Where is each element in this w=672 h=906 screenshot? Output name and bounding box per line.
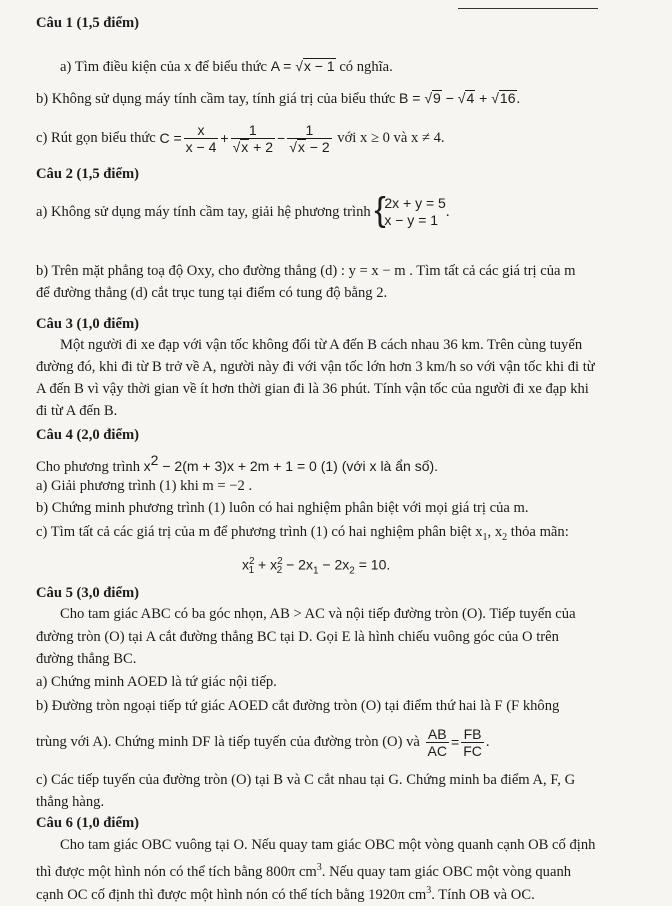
q6-line1: Cho tam giác OBC vuông tại O. Nếu quay tam giác OBC một vòng quanh cạnh OB cố định bbox=[60, 837, 596, 853]
q3-line2: đường đó, khi đi từ B trở về A, người này đi với vận tốc lớn hơn 3 km/h so với vận tốc khi đi từ bbox=[36, 359, 595, 375]
q1-part-a: a) Tìm điều kiện của x để biểu thức A = √x − 1 có nghĩa. bbox=[60, 58, 393, 75]
q4-part-a: a) Giải phương trình (1) khi m = −2 . bbox=[36, 478, 253, 494]
q5-line3: đường thẳng BC. bbox=[36, 651, 137, 667]
q1-part-c: c) Rút gọn biểu thức C = $\frac{x}{x - 4}$ + $\frac{1}{√x + 2}$ − $\frac{1}{√x - 2}$ với x ≥ 0 và x ≠ 4. bbox=[36, 121, 445, 155]
q4-part-b: b) Chứng minh phương trình (1) luôn có hai nghiệm phân biệt với mọi giá trị của m. bbox=[36, 500, 529, 516]
q4-title: Câu 4 (2,0 điểm) bbox=[36, 427, 139, 443]
q5-line1: Cho tam giác ABC có ba góc nhọn, AB > AC và nội tiếp đường tròn (O). Tiếp tuyến của bbox=[60, 606, 576, 622]
q2-part-b-line1: b) Trên mặt phẳng toạ độ Oxy, cho đường thẳng (d) : y = x − m . Tìm tất cả các giá trị của m bbox=[36, 263, 576, 279]
q3-title: Câu 3 (1,0 điểm) bbox=[36, 316, 139, 332]
q5-part-c-line1: c) Các tiếp tuyến của đường tròn (O) tại B và C cắt nhau tại G. Chứng minh ba điểm A, F, G bbox=[36, 772, 576, 788]
q4-part-c: c) Tìm tất cả các giá trị của m để phương trình (1) có hai nghiệm phân biệt $x_1$, $x_2$ thỏa mãn: bbox=[36, 524, 569, 543]
q3-line4: đi từ A đến B. bbox=[36, 403, 118, 419]
q5-part-c-line2: thẳng hàng. bbox=[36, 794, 105, 810]
fraction-ab-ac: $\frac{AB}{AC}$ bbox=[427, 725, 447, 759]
q1-part-b: b) Không sử dụng máy tính cầm tay, tính giá trị của biểu thức B = √9 − √4 + √16. bbox=[36, 90, 521, 107]
q1-title: Câu 1 (1,5 điểm) bbox=[36, 15, 139, 31]
q5-title: Câu 5 (3,0 điểm) bbox=[36, 585, 139, 601]
fraction-3: $\frac{1}{√x - 2}$ bbox=[289, 121, 330, 155]
q5-line2: đường tròn (O) tại A cắt đường thẳng BC tại D. Gọi E là hình chiếu vuông góc của O trên bbox=[36, 629, 559, 645]
q2-part-b-line2: để đường thẳng (d) cắt trục tung tại điểm có tung độ bằng 2. bbox=[36, 285, 388, 301]
q5-part-a: a) Chứng minh AOED là tứ giác nội tiếp. bbox=[36, 674, 277, 690]
q6-title: Câu 6 (1,0 điểm) bbox=[36, 815, 139, 831]
q5-part-b-line2: trùng với A). Chứng minh DF là tiếp tuyến của đường tròn (O) và $\frac{AB}{AC}$ = $\frac{FB}{FC}$ . bbox=[36, 725, 490, 759]
q2-part-a: a) Không sử dụng máy tính cầm tay, giải hệ phương trình { 2x + y = 5 x − y = 1 . bbox=[36, 191, 450, 229]
equation-system: { 2x + y = 5 x − y = 1 bbox=[374, 191, 446, 229]
q6-line3: cạnh OC cố định thì được một hình nón có thể tích bằng 1920π $cm^3$. Tính OB và OC. bbox=[36, 885, 535, 903]
q5-part-b-line1: b) Đường tròn ngoại tiếp tứ giác AOED cắt đường tròn (O) tại điểm thứ hai là F (F không bbox=[36, 698, 560, 714]
fraction-fb-fc: $\frac{FB}{FC}$ bbox=[463, 725, 482, 759]
fraction-2: $\frac{1}{√x + 2}$ bbox=[232, 121, 273, 155]
q4-condition: $x^2_1 + x^2_2 - 2x_1 - 2x_2 = 10$. bbox=[242, 556, 391, 577]
q6-line2: thì được một hình nón có thể tích bằng 800π $cm^3$. Nếu quay tam giác OBC một vòng quanh bbox=[36, 862, 572, 880]
q4-intro: Cho phương trình $x^2 - 2(m + 3)x + 2m + 1 = 0$ (1) (với x là ẩn số). bbox=[36, 452, 439, 475]
q3-line3: A đến B vì vậy thời gian về ít hơn thời gian đi là 36 phút. Tính vận tốc của người đi xe đạp khi bbox=[36, 381, 589, 397]
q2-title: Câu 2 (1,5 điểm) bbox=[36, 166, 139, 182]
header-rule bbox=[458, 8, 598, 9]
fraction-1: $\frac{x}{x - 4}$ bbox=[185, 121, 217, 155]
q3-line1: Một người đi xe đạp với vận tốc không đổi từ A đến B cách nhau 36 km. Trên cùng tuyến bbox=[60, 337, 583, 353]
